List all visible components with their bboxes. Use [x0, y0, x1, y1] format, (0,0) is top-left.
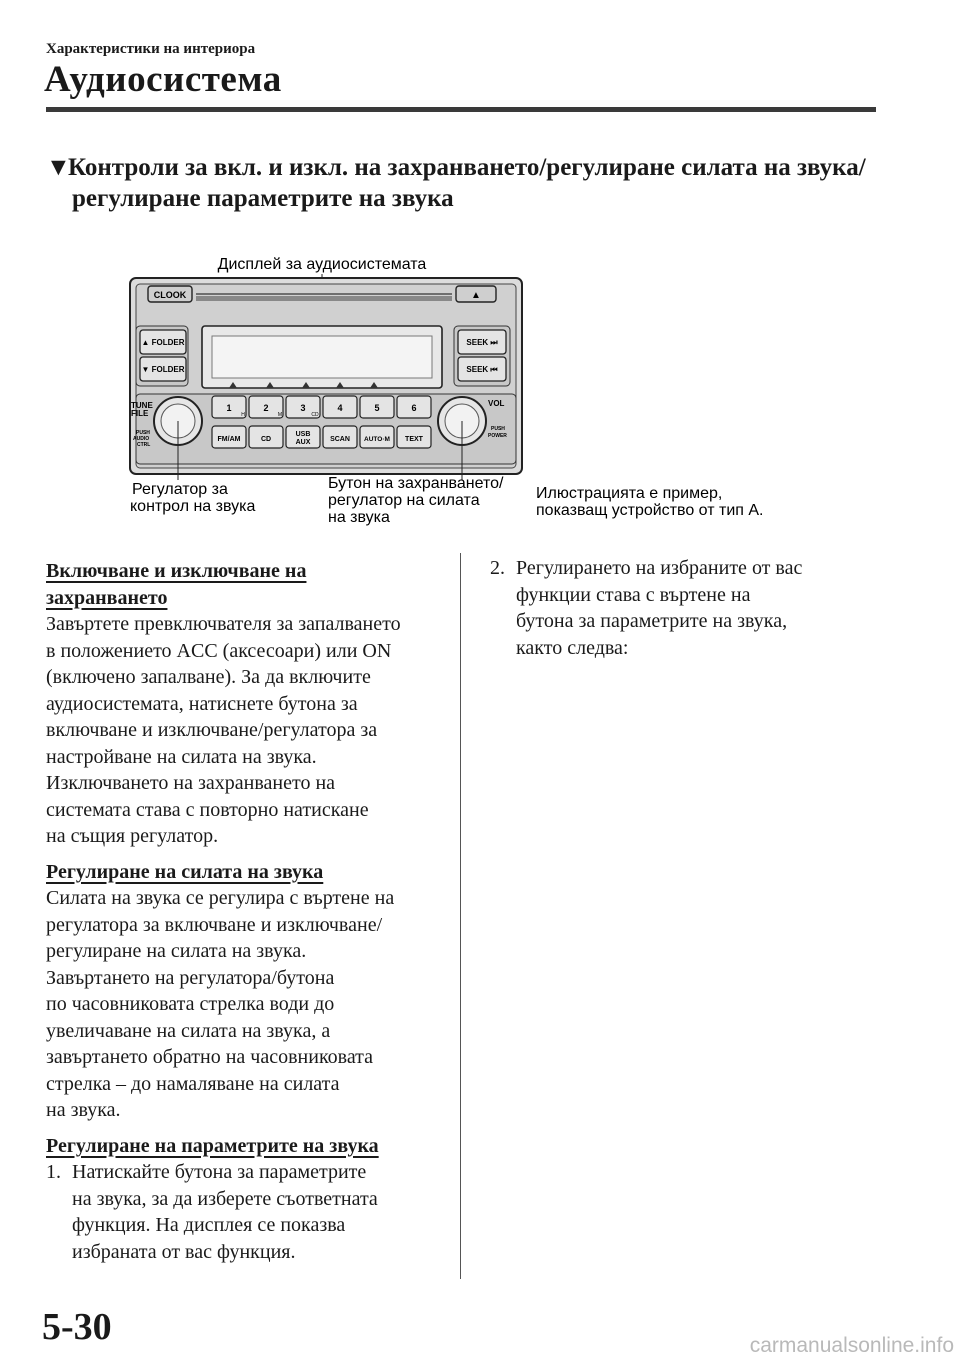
svg-text:SCAN: SCAN — [330, 436, 350, 443]
svg-text:CD: CD — [311, 412, 319, 418]
svg-text:6: 6 — [411, 403, 417, 413]
svg-text:SEEK ⏭: SEEK ⏭ — [466, 338, 498, 347]
svg-text:PUSH: PUSH — [491, 426, 505, 432]
svg-text:H: H — [241, 412, 245, 418]
svg-text:VOL: VOL — [488, 399, 505, 408]
paragraph-power: Завъртете превключвателя за запалването в положението ACC (аксесоари) или ON (включено запалване). За да включите аудиосистемата, натиснете бутона за включване и изключване/регулатора за настройване на силата на звука. Изключването на захранването на системата става с повторно натискане на същия регулатор. — [46, 613, 401, 847]
page-title: Аудиосистема — [44, 59, 282, 100]
list-number: 2. — [490, 557, 505, 579]
svg-text:USB: USB — [295, 431, 311, 438]
callout-right-line1: Бутон на захранването/ — [328, 475, 504, 492]
right-column — [490, 555, 910, 661]
svg-text:SEEK ⏮: SEEK ⏮ — [466, 365, 498, 374]
watermark: carmanualsonline.info — [749, 1334, 954, 1357]
list-number: 1. — [46, 1161, 61, 1183]
section-heading-line1: Контроли за вкл. и изкл. на захранването/регулиране силата на звука/ — [68, 154, 866, 181]
figure-note-line1: Илюстрацията е пример, — [536, 485, 723, 502]
triangle-down-icon: ▼ — [46, 154, 71, 181]
audio-unit-figure — [0, 230, 960, 540]
title-rule — [46, 107, 876, 112]
subheading-volume: Регулиране на силата на звука — [46, 860, 324, 883]
svg-text:1: 1 — [226, 403, 232, 413]
eject-icon: ▲ — [471, 290, 481, 301]
callout-display: Дисплей за аудиосистемата — [217, 256, 427, 273]
section-heading — [46, 152, 896, 214]
left-column — [46, 558, 456, 1265]
svg-text:CTRL: CTRL — [137, 442, 151, 448]
svg-text:PUSH: PUSH — [136, 430, 150, 436]
svg-text:CLOOK: CLOOK — [153, 290, 187, 300]
chapter-label: Характеристики на интериора — [46, 41, 256, 57]
svg-text:▼ FOLDER: ▼ FOLDER — [141, 365, 185, 374]
svg-text:3: 3 — [300, 403, 306, 413]
subheading-power: Включване и изключване на захранването — [46, 560, 307, 609]
svg-text:FILE: FILE — [131, 409, 149, 418]
svg-text:POWER: POWER — [488, 433, 507, 439]
svg-text:2: 2 — [263, 403, 269, 413]
svg-text:FM/AM: FM/AM — [217, 436, 241, 443]
svg-text:AUTO·M: AUTO·M — [364, 436, 390, 443]
subheading-sound-params: Регулиране на параметрите на звука — [46, 1134, 379, 1157]
paragraph-volume: Силата на звука се регулира с въртене на регулатора за включване и изключване/ регулиране на силата на звука. Завъртането на регулатора/бутона по часовниковата стрелка води до увеличаване на силата на звука, а завъртането обратно на часовниковата стрелка – до намаляване на силата на звука. — [46, 887, 395, 1121]
svg-text:AUX: AUX — [295, 439, 311, 446]
callout-right-line2: регулатор на силата — [328, 492, 480, 509]
callout-left-line2: контрол на звука — [130, 498, 256, 515]
page-number: 5-30 — [42, 1306, 112, 1348]
svg-text:TEXT: TEXT — [405, 436, 423, 443]
section-heading-line2: регулиране параметрите на звука — [72, 185, 454, 212]
figure-note-line2: показващ устройство от тип А. — [536, 502, 764, 519]
svg-text:4: 4 — [337, 403, 343, 413]
svg-text:TUNE: TUNE — [131, 401, 153, 410]
callout-left-line1: Регулатор за — [132, 481, 228, 498]
column-divider — [460, 553, 461, 1279]
svg-text:AUDIO: AUDIO — [133, 436, 150, 442]
svg-text:▲ FOLDER: ▲ FOLDER — [141, 338, 185, 347]
list-item: 1. Натискайте бутона за параметрите на звука, за да изберете съответната функция. На дисплея се показва избраната от вас функция. — [46, 1159, 456, 1265]
svg-text:CD: CD — [260, 436, 272, 443]
svg-text:M: M — [277, 412, 283, 418]
callout-right-line3: на звука — [328, 509, 390, 526]
svg-text:5: 5 — [374, 403, 380, 413]
list-item: 2. Регулирането на избраните от вас функции става с въртене на бутона за параметрите на звука, както следва: — [490, 555, 910, 661]
